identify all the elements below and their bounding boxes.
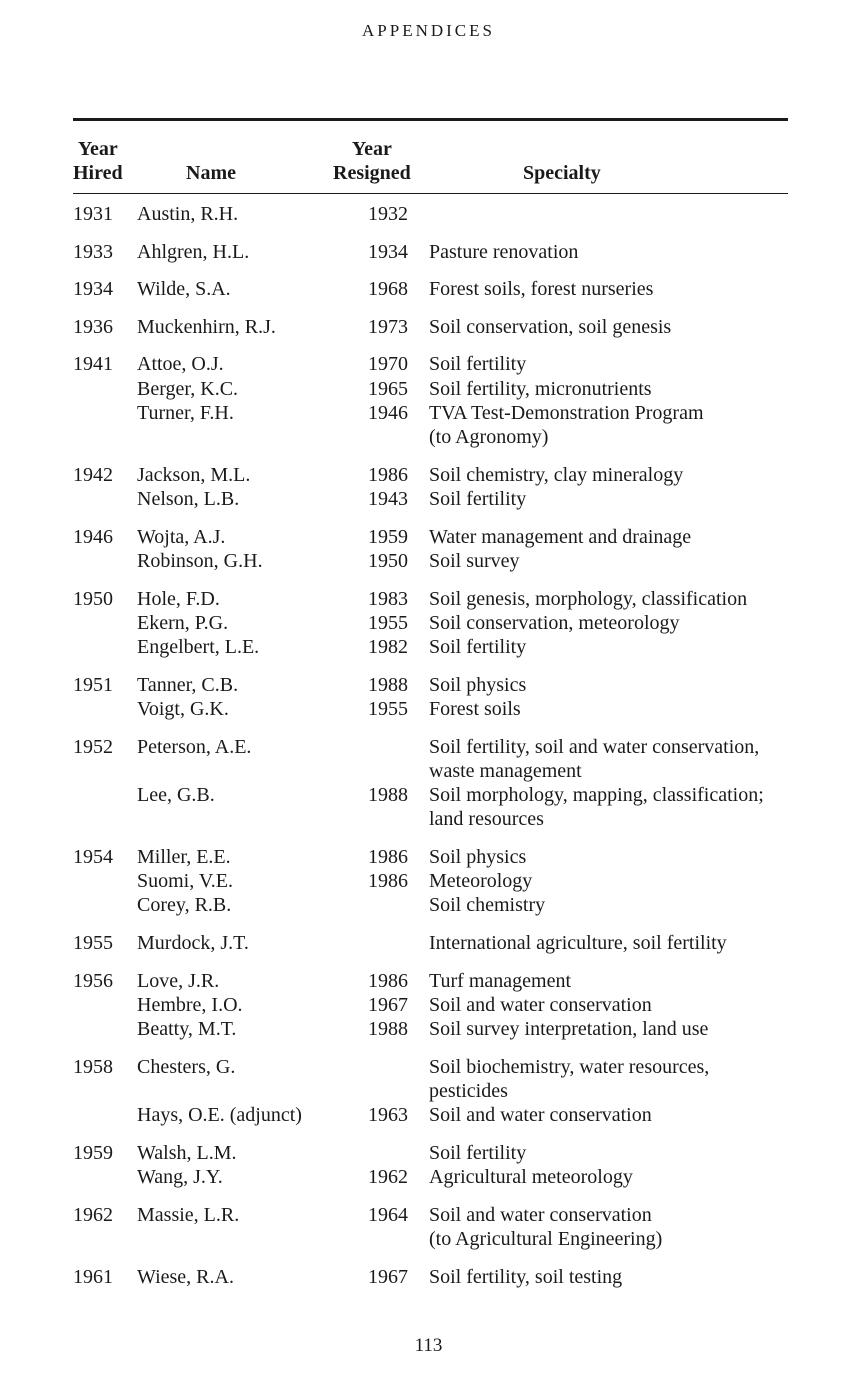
cell-hired: 1933 — [73, 241, 113, 263]
cell-resigned: 1964 — [368, 1204, 408, 1226]
cell-hired: 1931 — [73, 203, 113, 225]
cell-hired: 1941 — [73, 353, 113, 375]
table-row — [0, 1203, 857, 1250]
specialty-line: Turf management — [429, 970, 572, 992]
cell-hired: 1955 — [73, 932, 113, 954]
cell-name: Miller, E.E. — [137, 846, 231, 868]
specialty-line-2: pesticides — [429, 1080, 508, 1102]
cell-hired: 1961 — [73, 1266, 113, 1288]
table-row — [0, 1103, 857, 1127]
cell-name: Turner, F.H. — [137, 402, 234, 424]
cell-name: Lee, G.B. — [137, 784, 215, 806]
table-row — [0, 869, 857, 893]
table-row — [0, 673, 857, 697]
cell-resigned: 1943 — [368, 488, 408, 510]
cell-resigned: 1986 — [368, 846, 408, 868]
specialty-line: Soil conservation, soil genesis — [429, 316, 672, 338]
cell-resigned: 1986 — [368, 870, 408, 892]
specialty-line: Soil and water conservation — [429, 1104, 652, 1126]
specialty-line: Soil fertility — [429, 1142, 527, 1164]
cell-name: Berger, K.C. — [137, 378, 239, 400]
cell-name: Hays, O.E. (adjunct) — [137, 1104, 302, 1126]
cell-name: Wiese, R.A. — [137, 1266, 234, 1288]
cell-name: Austin, R.H. — [137, 203, 239, 225]
cell-specialty — [429, 277, 849, 301]
cell-hired: 1954 — [73, 846, 113, 868]
cell-specialty — [429, 352, 849, 376]
specialty-line: International agriculture, soil fertility — [429, 932, 727, 954]
cell-hired: 1959 — [73, 1142, 113, 1164]
cell-hired: 1956 — [73, 970, 113, 992]
running-head: APPENDICES — [362, 21, 495, 40]
cell-resigned: 1965 — [368, 378, 408, 400]
table-row — [0, 1055, 857, 1102]
table-header-rule — [73, 193, 788, 194]
table-row — [0, 487, 857, 511]
cell-specialty — [429, 463, 849, 487]
header-year-hired — [73, 137, 123, 185]
cell-name: Wang, J.Y. — [137, 1166, 223, 1188]
table-row — [0, 240, 857, 264]
cell-specialty — [429, 673, 849, 697]
table-row — [0, 315, 857, 339]
cell-hired: 1946 — [73, 526, 113, 548]
cell-name: Engelbert, L.E. — [137, 636, 260, 658]
header-year-hired-line2: Hired — [73, 162, 123, 184]
header-year-hired-line1: Year — [77, 138, 118, 160]
cell-resigned: 1955 — [368, 612, 408, 634]
specialty-line: Soil fertility — [429, 636, 527, 658]
cell-name: Peterson, A.E. — [137, 736, 252, 758]
table-row — [0, 969, 857, 993]
cell-specialty — [429, 240, 849, 264]
cell-specialty — [429, 315, 849, 339]
cell-hired: 1934 — [73, 278, 113, 300]
table-row — [0, 352, 857, 376]
cell-specialty — [429, 525, 849, 549]
specialty-line-2: (to Agronomy) — [429, 426, 549, 448]
cell-specialty — [429, 869, 849, 893]
cell-name: Walsh, L.M. — [137, 1142, 237, 1164]
cell-resigned: 1982 — [368, 636, 408, 658]
table-row — [0, 277, 857, 301]
cell-resigned: 1950 — [368, 550, 408, 572]
specialty-line: Forest soils, forest nurseries — [429, 278, 654, 300]
specialty-line-2: waste management — [429, 760, 582, 782]
table-row — [0, 202, 857, 226]
cell-specialty — [429, 1165, 849, 1189]
table-row — [0, 931, 857, 955]
cell-specialty — [429, 1141, 849, 1165]
specialty-line: Soil chemistry — [429, 894, 546, 916]
cell-name: Chesters, G. — [137, 1056, 236, 1078]
table-row — [0, 735, 857, 782]
cell-resigned: 1955 — [368, 698, 408, 720]
specialty-line: Soil biochemistry, water resources, — [429, 1056, 710, 1078]
cell-specialty — [429, 635, 849, 659]
cell-specialty — [429, 783, 849, 831]
cell-hired: 1951 — [73, 674, 113, 696]
cell-resigned: 1983 — [368, 588, 408, 610]
cell-specialty — [429, 893, 849, 917]
table-row — [0, 463, 857, 487]
specialty-line: Agricultural meteorology — [429, 1166, 633, 1188]
table-row — [0, 587, 857, 611]
cell-specialty — [429, 969, 849, 993]
table-row — [0, 401, 857, 448]
specialty-line: TVA Test-Demonstration Program — [429, 402, 704, 424]
header-year-resigned-line1: Year — [351, 138, 392, 160]
cell-specialty — [429, 1265, 849, 1289]
specialty-line: Soil and water conservation — [429, 994, 652, 1016]
table-row — [0, 377, 857, 401]
table-row — [0, 783, 857, 830]
cell-specialty — [429, 487, 849, 511]
cell-resigned: 1973 — [368, 316, 408, 338]
cell-name: Ekern, P.G. — [137, 612, 229, 634]
table-row — [0, 525, 857, 549]
cell-specialty — [429, 845, 849, 869]
cell-hired: 1950 — [73, 588, 113, 610]
cell-name: Wojta, A.J. — [137, 526, 226, 548]
cell-resigned: 1967 — [368, 1266, 408, 1288]
cell-specialty — [429, 1203, 849, 1251]
specialty-line: Pasture renovation — [429, 241, 579, 263]
cell-hired: 1952 — [73, 736, 113, 758]
table-row — [0, 635, 857, 659]
cell-resigned: 1970 — [368, 353, 408, 375]
specialty-line: Soil genesis, morphology, classification — [429, 588, 748, 610]
cell-resigned: 1988 — [368, 674, 408, 696]
specialty-line: Forest soils — [429, 698, 521, 720]
specialty-line: Soil fertility — [429, 488, 527, 510]
table-row — [0, 845, 857, 869]
cell-hired: 1958 — [73, 1056, 113, 1078]
cell-specialty — [429, 735, 849, 783]
specialty-line: Soil morphology, mapping, classification; — [429, 784, 764, 806]
cell-name: Muckenhirn, R.J. — [137, 316, 276, 338]
specialty-line: Soil fertility, soil testing — [429, 1266, 623, 1288]
cell-specialty — [429, 401, 849, 449]
cell-resigned: 1967 — [368, 994, 408, 1016]
specialty-line: Soil fertility — [429, 353, 527, 375]
cell-hired: 1936 — [73, 316, 113, 338]
cell-name: Massie, L.R. — [137, 1204, 240, 1226]
table-row — [0, 893, 857, 917]
cell-name: Suomi, V.E. — [137, 870, 233, 892]
cell-name: Ahlgren, H.L. — [137, 241, 250, 263]
specialty-line: Meteorology — [429, 870, 533, 892]
table-row — [0, 993, 857, 1017]
cell-resigned: 1988 — [368, 784, 408, 806]
cell-resigned: 1963 — [368, 1104, 408, 1126]
header-year-resigned-line2: Resigned — [333, 162, 411, 184]
specialty-line: Soil survey interpretation, land use — [429, 1018, 709, 1040]
cell-resigned: 1988 — [368, 1018, 408, 1040]
cell-specialty — [429, 611, 849, 635]
table-top-rule — [73, 118, 788, 121]
header-specialty: Specialty — [523, 162, 601, 184]
table-row — [0, 611, 857, 635]
cell-name: Attoe, O.J. — [137, 353, 224, 375]
cell-resigned: 1986 — [368, 970, 408, 992]
cell-name: Voigt, G.K. — [137, 698, 229, 720]
cell-specialty — [429, 377, 849, 401]
specialty-line: Soil physics — [429, 674, 527, 696]
header-year-resigned — [333, 137, 411, 185]
cell-resigned: 1959 — [368, 526, 408, 548]
specialty-line: Water management and drainage — [429, 526, 692, 548]
table-row — [0, 1017, 857, 1041]
cell-resigned: 1986 — [368, 464, 408, 486]
cell-name: Nelson, L.B. — [137, 488, 240, 510]
cell-hired: 1962 — [73, 1204, 113, 1226]
table-row — [0, 1265, 857, 1289]
cell-resigned: 1962 — [368, 1166, 408, 1188]
header-name: Name — [186, 162, 236, 184]
page-number: 113 — [414, 1335, 443, 1356]
cell-specialty — [429, 993, 849, 1017]
cell-specialty — [429, 697, 849, 721]
specialty-line: Soil conservation, meteorology — [429, 612, 680, 634]
table-row — [0, 1141, 857, 1165]
table-row — [0, 549, 857, 573]
cell-specialty — [429, 931, 849, 955]
cell-resigned: 1968 — [368, 278, 408, 300]
cell-name: Love, J.R. — [137, 970, 220, 992]
specialty-line: Soil and water conservation — [429, 1204, 652, 1226]
specialty-line: Soil chemistry, clay mineralogy — [429, 464, 684, 486]
cell-resigned: 1946 — [368, 402, 408, 424]
table-row — [0, 1165, 857, 1189]
specialty-line: Soil physics — [429, 846, 527, 868]
cell-specialty — [429, 1017, 849, 1041]
table-row — [0, 697, 857, 721]
specialty-line-2: (to Agricultural Engineering) — [429, 1228, 663, 1250]
cell-name: Hembre, I.O. — [137, 994, 243, 1016]
cell-name: Wilde, S.A. — [137, 278, 231, 300]
cell-name: Beatty, M.T. — [137, 1018, 237, 1040]
cell-name: Tanner, C.B. — [137, 674, 239, 696]
cell-resigned: 1934 — [368, 241, 408, 263]
specialty-line: Soil survey — [429, 550, 520, 572]
cell-name: Jackson, M.L. — [137, 464, 251, 486]
specialty-line: Soil fertility, micronutrients — [429, 378, 652, 400]
cell-resigned: 1932 — [368, 203, 408, 225]
specialty-line-2: land resources — [429, 808, 544, 830]
cell-specialty — [429, 549, 849, 573]
cell-name: Murdock, J.T. — [137, 932, 249, 954]
cell-name: Hole, F.D. — [137, 588, 220, 610]
cell-specialty — [429, 1055, 849, 1103]
cell-hired: 1942 — [73, 464, 113, 486]
cell-specialty — [429, 587, 849, 611]
cell-name: Robinson, G.H. — [137, 550, 263, 572]
specialty-line: Soil fertility, soil and water conservation, — [429, 736, 760, 758]
cell-specialty — [429, 1103, 849, 1127]
cell-name: Corey, R.B. — [137, 894, 232, 916]
